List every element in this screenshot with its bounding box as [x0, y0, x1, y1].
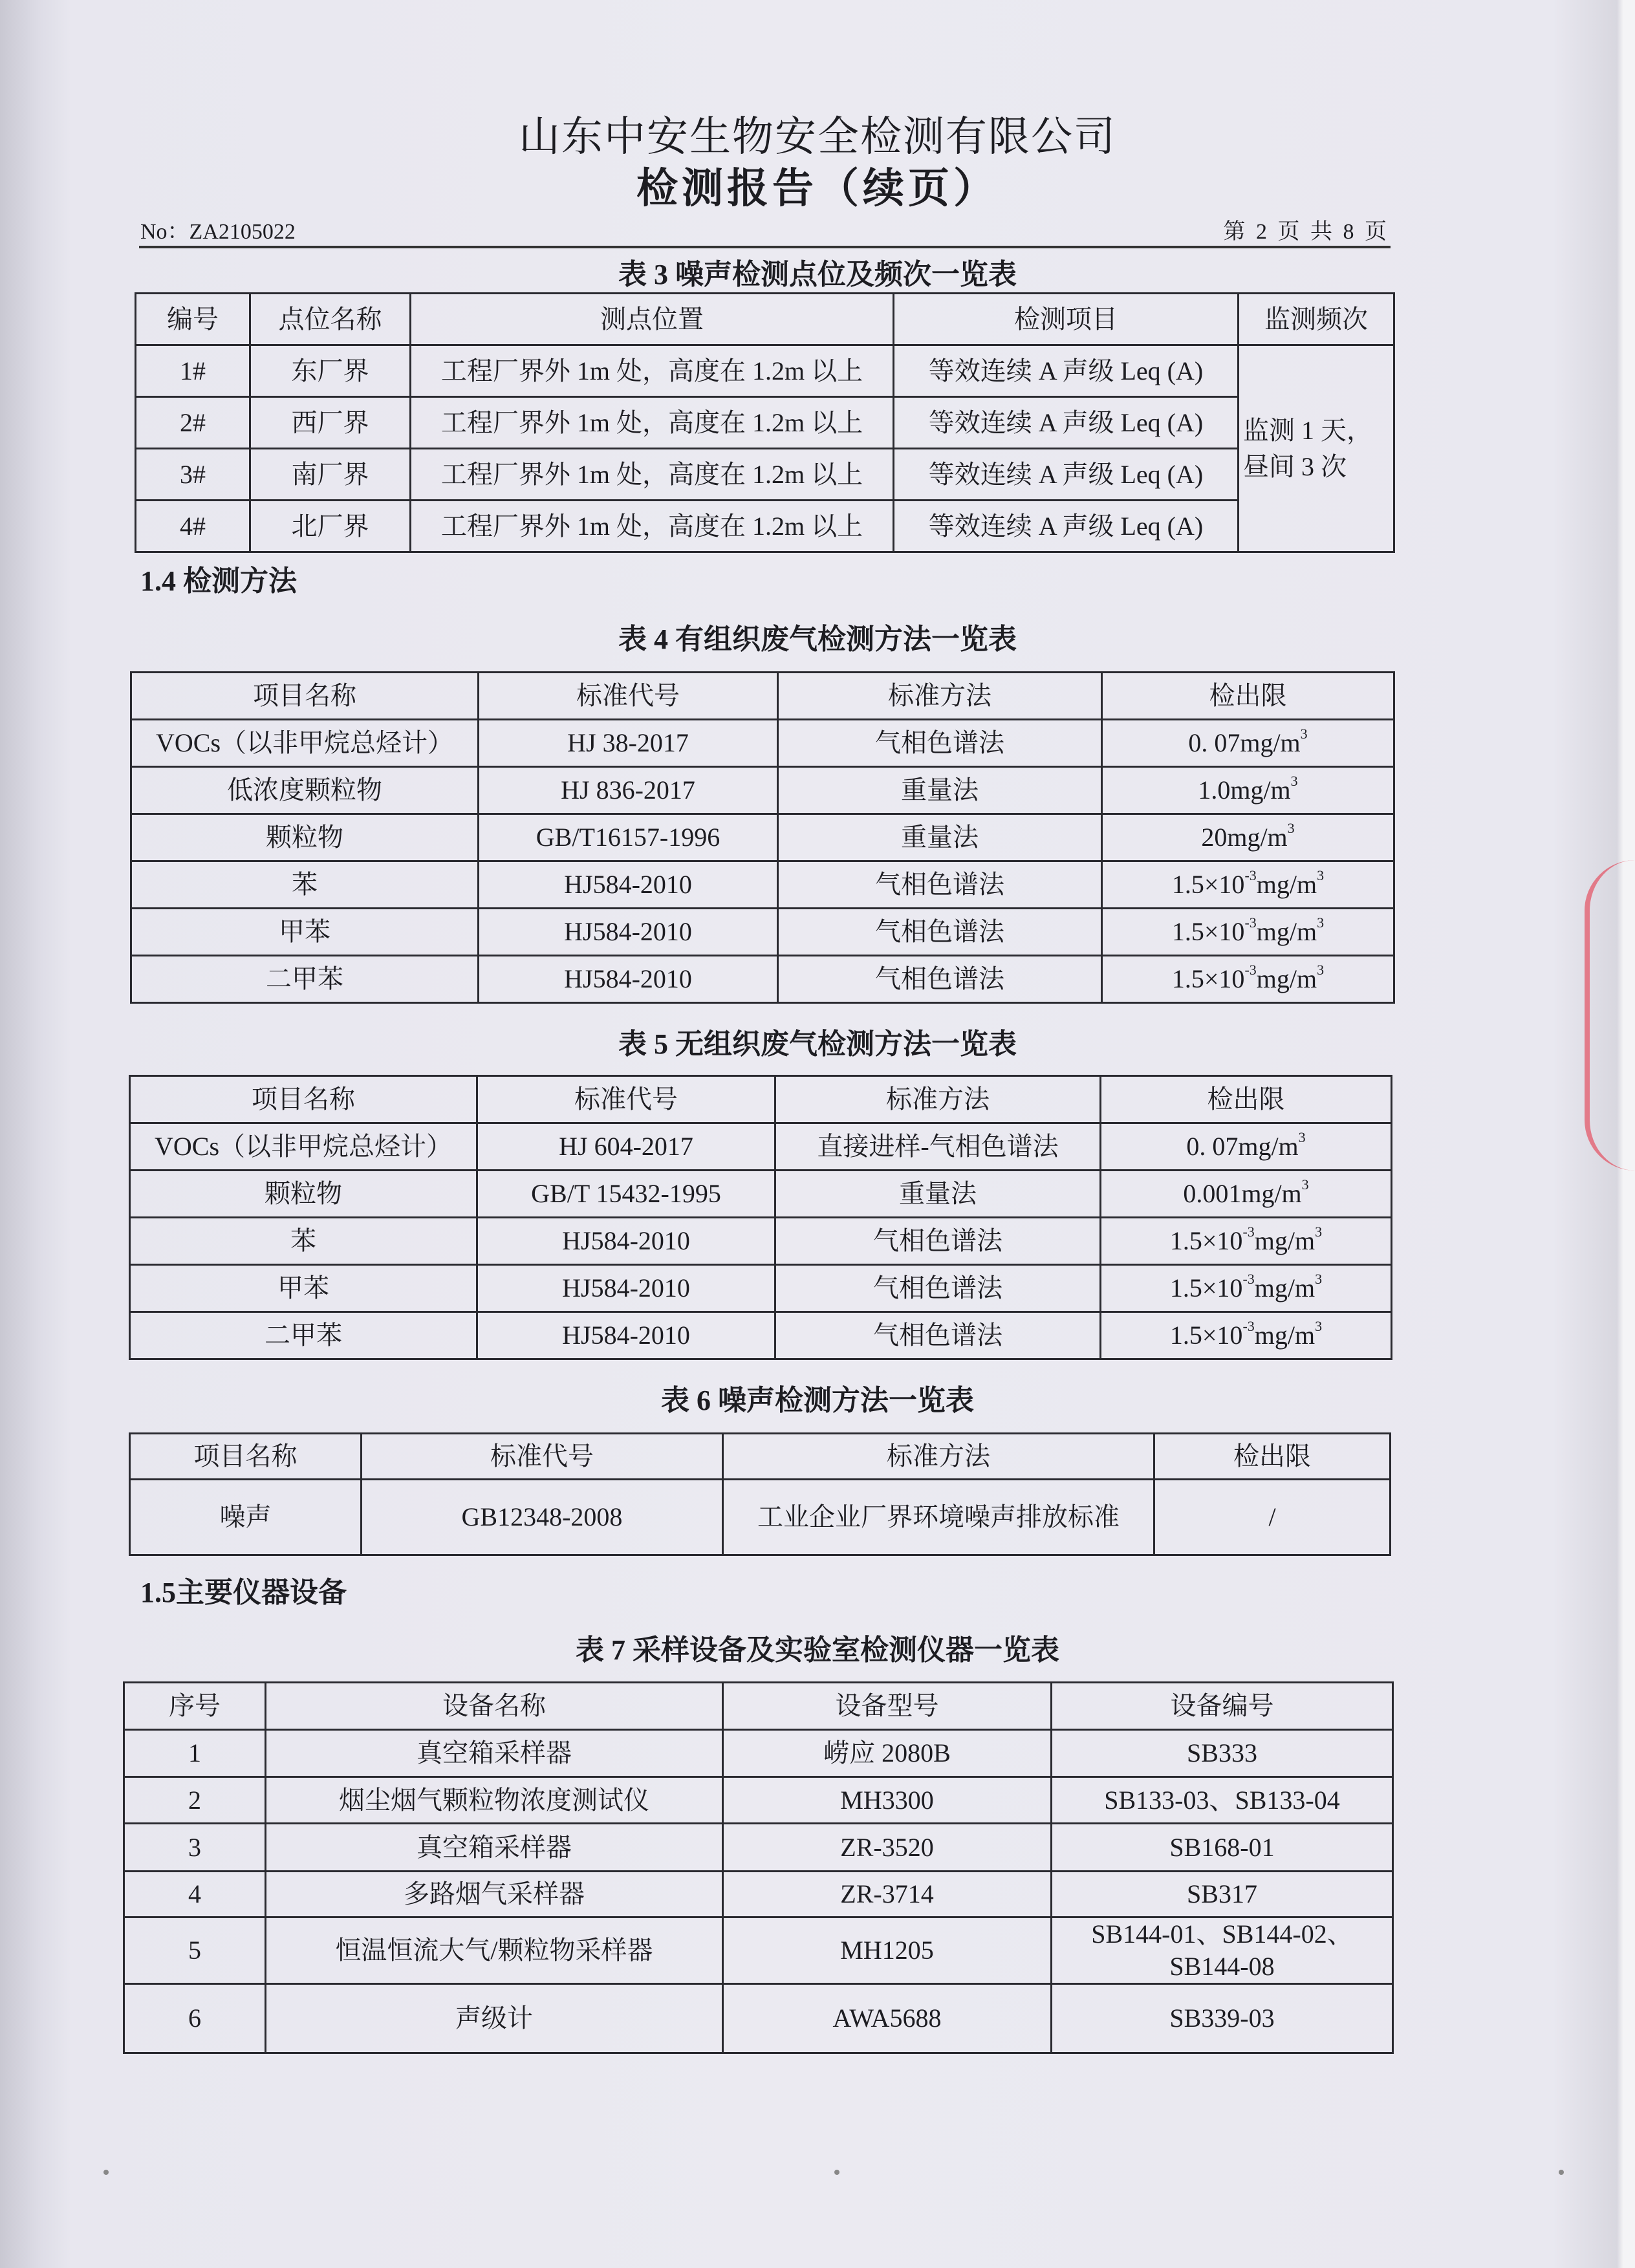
limit-unit-exponent: 3 [1317, 867, 1325, 884]
limit-base: 1.5×10 [1169, 1321, 1243, 1350]
limit-unit: 0. 07mg/m [1188, 728, 1301, 757]
table-row [131, 814, 1394, 861]
column-header: 标准代号 [477, 1076, 775, 1123]
column-header: 编号 [136, 294, 250, 345]
table-cell: 气相色谱法 [775, 1312, 1101, 1359]
limit-unit-exponent: 3 [1300, 726, 1308, 742]
table-cell: GB12348-2008 [362, 1480, 723, 1555]
table-row [136, 449, 1394, 501]
table-cell: 工程厂界外 1m 处，高度在 1.2m 以上 [411, 449, 894, 501]
table-cell: GB/T 15432-1995 [477, 1171, 775, 1218]
table-cell: 工程厂界外 1m 处，高度在 1.2m 以上 [411, 345, 894, 397]
table-cell [1101, 1171, 1392, 1218]
table-cell [1102, 767, 1394, 814]
table-cell [1102, 720, 1394, 767]
table-cell: 等效连续 A 声级 Leq (A) [894, 397, 1239, 449]
limit-unit-exponent: 3 [1317, 962, 1325, 978]
noise-monitoring-points-table [135, 292, 1395, 553]
column-header: 标准方法 [723, 1434, 1154, 1480]
limit-unit: mg/m [1254, 1273, 1316, 1302]
table-cell: 6 [124, 1984, 266, 2053]
table-cell: ZR-3520 [723, 1824, 1052, 1872]
table-cell [1101, 1123, 1392, 1171]
table-header-row [131, 673, 1394, 720]
table-cell: 颗粒物 [131, 814, 479, 861]
table-cell: 等效连续 A 声级 Leq (A) [894, 501, 1239, 552]
table-cell: 苯 [130, 1218, 477, 1265]
table-row [124, 1984, 1393, 2053]
limit-unit: mg/m [1254, 1321, 1316, 1350]
table-row [130, 1171, 1392, 1218]
table-cell [1102, 909, 1394, 956]
table-cell: 4# [136, 501, 250, 552]
limit-unit-exponent: 3 [1287, 820, 1295, 837]
red-seal-stamp [1585, 860, 1635, 1171]
table-cell: 噪声 [130, 1480, 362, 1555]
table-cell: VOCs（以非甲烷总烃计） [130, 1123, 477, 1171]
column-header: 设备名称 [266, 1683, 723, 1730]
table-row [131, 861, 1394, 909]
table-cell [1101, 1265, 1392, 1312]
table-cell: 工程厂界外 1m 处，高度在 1.2m 以上 [411, 397, 894, 449]
binding-hole [103, 2170, 109, 2175]
table-cell: 气相色谱法 [778, 861, 1102, 909]
column-header: 序号 [124, 1683, 266, 1730]
column-header: 标准代号 [479, 673, 778, 720]
table-row [124, 1777, 1393, 1824]
table-row [131, 909, 1394, 956]
table-cell: VOCs（以非甲烷总烃计） [131, 720, 479, 767]
table-cell: SB168-01 [1052, 1824, 1393, 1872]
table4-caption: 表 4 有组织废气检测方法一览表 [618, 623, 1017, 655]
table-cell: 崂应 2080B [723, 1730, 1052, 1777]
table-cell [1102, 814, 1394, 861]
limit-unit: mg/m [1256, 870, 1317, 899]
table-cell: HJ584-2010 [479, 956, 778, 1003]
table-cell: GB/T16157-1996 [479, 814, 778, 861]
table-row [124, 1730, 1393, 1777]
report-title: 检测报告（续页） [636, 166, 999, 211]
table-row [136, 345, 1394, 397]
table-cell: 1 [124, 1730, 266, 1777]
column-header: 项目名称 [131, 673, 479, 720]
table-row [136, 397, 1394, 449]
table-row [130, 1123, 1392, 1171]
table7-caption: 表 7 采样设备及实验室检测仪器一览表 [576, 1634, 1059, 1666]
table-cell: HJ 604-2017 [477, 1123, 775, 1171]
table-row [131, 767, 1394, 814]
table-row [131, 720, 1394, 767]
table-row [130, 1312, 1392, 1359]
limit-base: 1.5×10 [1169, 1226, 1243, 1255]
table-cell: 重量法 [775, 1171, 1101, 1218]
limit-base: 1.5×10 [1171, 964, 1245, 993]
column-header: 检出限 [1101, 1076, 1392, 1123]
table-cell [1102, 956, 1394, 1003]
limit-unit-exponent: 3 [1301, 1176, 1309, 1193]
table-cell: SB144-01、SB144-02、SB144-08 [1052, 1917, 1393, 1984]
limit-unit-exponent: 3 [1315, 1318, 1323, 1335]
table-cell: SB333 [1052, 1730, 1393, 1777]
header-divider [139, 246, 1391, 248]
table3-caption: 表 3 噪声检测点位及频次一览表 [618, 259, 1017, 290]
table-cell: 3# [136, 449, 250, 501]
binding-hole [834, 2170, 839, 2175]
limit-base: 1.5×10 [1171, 917, 1245, 946]
column-header: 监测频次 [1239, 294, 1394, 345]
organized-exhaust-methods-table [130, 671, 1395, 1004]
table-cell: 4 [124, 1872, 266, 1917]
limit-unit-exponent: 3 [1298, 1129, 1306, 1146]
table-cell: 1# [136, 345, 250, 397]
column-header: 设备型号 [723, 1683, 1052, 1730]
limit-unit-exponent: 3 [1290, 773, 1298, 790]
table-cell: HJ584-2010 [477, 1312, 775, 1359]
table-cell: 苯 [131, 861, 479, 909]
table-cell: 恒温恒流大气/颗粒物采样器 [266, 1917, 723, 1984]
limit-base-exponent: -3 [1244, 867, 1257, 884]
table-cell: 颗粒物 [130, 1171, 477, 1218]
table-cell: 气相色谱法 [778, 720, 1102, 767]
table-cell: MH3300 [723, 1777, 1052, 1824]
table-cell: 西厂界 [250, 397, 411, 449]
report-number: No：ZA2105022 [140, 220, 296, 244]
table-cell: 甲苯 [131, 909, 479, 956]
column-header: 标准方法 [775, 1076, 1101, 1123]
column-header: 项目名称 [130, 1076, 477, 1123]
table-cell: 等效连续 A 声级 Leq (A) [894, 449, 1239, 501]
table5-caption: 表 5 无组织废气检测方法一览表 [618, 1028, 1017, 1060]
table-cell: 低浓度颗粒物 [131, 767, 479, 814]
table-header-row [130, 1076, 1392, 1123]
table-cell: 气相色谱法 [778, 909, 1102, 956]
limit-base: 1.5×10 [1171, 870, 1245, 899]
limit-unit: 20mg/m [1201, 823, 1288, 852]
table-cell: 二甲苯 [130, 1312, 477, 1359]
company-name: 山东中安生物安全检测有限公司 [519, 114, 1116, 160]
table-cell: 气相色谱法 [775, 1265, 1101, 1312]
table6-caption: 表 6 噪声检测方法一览表 [661, 1385, 974, 1416]
column-header: 项目名称 [130, 1434, 362, 1480]
table-cell: 2 [124, 1777, 266, 1824]
column-header: 标准代号 [362, 1434, 723, 1480]
table-row [124, 1917, 1393, 1984]
limit-base-exponent: -3 [1242, 1271, 1255, 1288]
column-header: 检出限 [1154, 1434, 1391, 1480]
table-cell: 真空箱采样器 [266, 1730, 723, 1777]
table-cell [1101, 1218, 1392, 1265]
equipment-table [123, 1681, 1394, 2054]
table-cell: / [1154, 1480, 1391, 1555]
table-cell: 直接进样-气相色谱法 [775, 1123, 1101, 1171]
table-cell: 甲苯 [130, 1265, 477, 1312]
table-cell: SB317 [1052, 1872, 1393, 1917]
limit-unit-exponent: 3 [1317, 914, 1325, 931]
table-cell: ZR-3714 [723, 1872, 1052, 1917]
limit-base-exponent: -3 [1244, 962, 1257, 978]
table-row [124, 1824, 1393, 1872]
column-header: 点位名称 [250, 294, 411, 345]
limit-unit: mg/m [1254, 1226, 1316, 1255]
table-cell: 3 [124, 1824, 266, 1872]
table-cell: 5 [124, 1917, 266, 1984]
limit-unit-exponent: 3 [1315, 1224, 1323, 1240]
table-cell: HJ584-2010 [479, 861, 778, 909]
limit-unit: 0.001mg/m [1183, 1179, 1302, 1208]
page-info: 第 2 页 共 8 页 [1223, 220, 1389, 244]
table-cell: SB133-03、SB133-04 [1052, 1777, 1393, 1824]
binding-hole [1559, 2170, 1564, 2175]
column-header: 检测项目 [894, 294, 1239, 345]
section-heading-1-4: 1.4 检测方法 [140, 565, 297, 597]
limit-base: 1.5×10 [1169, 1273, 1243, 1302]
unorganized-exhaust-methods-table [129, 1075, 1392, 1360]
table-cell [1101, 1312, 1392, 1359]
table-cell: 重量法 [778, 814, 1102, 861]
table-header-row [136, 294, 1394, 345]
table-cell: 重量法 [778, 767, 1102, 814]
table-header-row [130, 1434, 1391, 1480]
table-cell: 工业企业厂界环境噪声排放标准 [723, 1480, 1154, 1555]
table-cell: SB339-03 [1052, 1984, 1393, 2053]
table-cell: 烟尘烟气颗粒物浓度测试仪 [266, 1777, 723, 1824]
column-header: 设备编号 [1052, 1683, 1393, 1730]
limit-unit-exponent: 3 [1315, 1271, 1323, 1288]
column-header: 标准方法 [778, 673, 1102, 720]
table-cell: HJ 836-2017 [479, 767, 778, 814]
table-cell: HJ584-2010 [477, 1218, 775, 1265]
table-cell: 2# [136, 397, 250, 449]
table-cell [1102, 861, 1394, 909]
table-cell: 气相色谱法 [778, 956, 1102, 1003]
table-row [130, 1218, 1392, 1265]
table-header-row [124, 1683, 1393, 1730]
table-cell: 真空箱采样器 [266, 1824, 723, 1872]
limit-base-exponent: -3 [1244, 914, 1257, 931]
table-cell: 南厂界 [250, 449, 411, 501]
table-cell: 东厂界 [250, 345, 411, 397]
section-heading-1-5: 1.5主要仪器设备 [140, 1577, 347, 1608]
column-header: 检出限 [1102, 673, 1394, 720]
table-cell: 北厂界 [250, 501, 411, 552]
noise-methods-table [129, 1432, 1391, 1556]
limit-base-exponent: -3 [1242, 1224, 1255, 1240]
table-cell: HJ584-2010 [477, 1265, 775, 1312]
limit-unit: mg/m [1256, 964, 1317, 993]
table-cell: 声级计 [266, 1984, 723, 2053]
table-cell: AWA5688 [723, 1984, 1052, 2053]
table-cell: 多路烟气采样器 [266, 1872, 723, 1917]
column-header: 测点位置 [411, 294, 894, 345]
table-row [124, 1872, 1393, 1917]
table-cell: 气相色谱法 [775, 1218, 1101, 1265]
limit-unit: 1.0mg/m [1198, 775, 1291, 805]
table-cell: 等效连续 A 声级 Leq (A) [894, 345, 1239, 397]
limit-unit: 0. 07mg/m [1186, 1132, 1299, 1161]
table-row [131, 956, 1394, 1003]
table-cell: 工程厂界外 1m 处，高度在 1.2m 以上 [411, 501, 894, 552]
table-cell: HJ584-2010 [479, 909, 778, 956]
table-row [130, 1265, 1392, 1312]
table-row [130, 1480, 1391, 1555]
table-cell: MH1205 [723, 1917, 1052, 1984]
table-cell: 二甲苯 [131, 956, 479, 1003]
limit-unit: mg/m [1256, 917, 1317, 946]
table-cell: HJ 38-2017 [479, 720, 778, 767]
monitoring-frequency-cell: 监测 1 天，昼间 3 次 [1239, 345, 1394, 552]
limit-base-exponent: -3 [1242, 1318, 1255, 1335]
table-row [136, 501, 1394, 552]
